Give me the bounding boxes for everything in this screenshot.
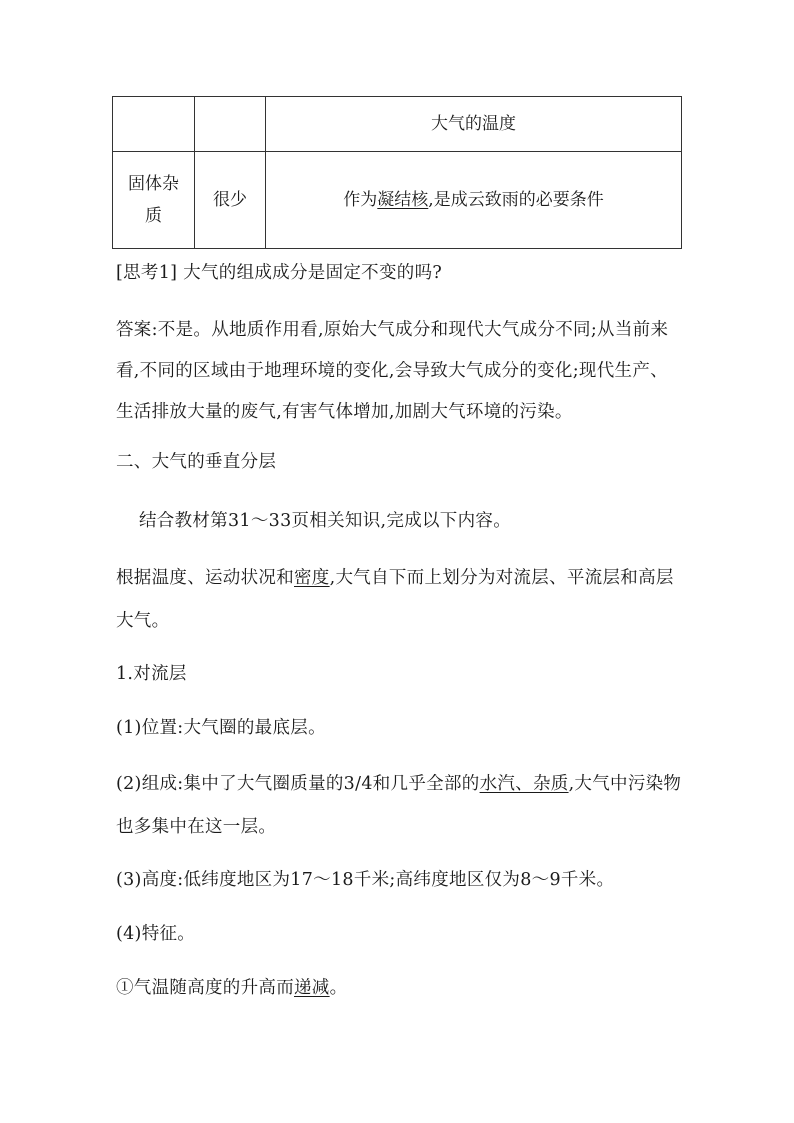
item-position: (1)位置:大气圈的最底层。: [116, 718, 326, 738]
think-text: 大气的组成成分是固定不变的吗?: [183, 263, 443, 283]
table-cell-amount: 很少: [195, 152, 266, 249]
feature-post: 。: [329, 978, 348, 998]
component-line-1: 固体杂: [128, 174, 179, 194]
composition-post: ,大气中污染物也多集中在这一层。: [116, 774, 682, 837]
table-cell-role: [266, 152, 682, 249]
guide-paragraph: 结合教材第31～33页相关知识,完成以下内容。: [139, 511, 511, 531]
layers-underlined: 密度: [294, 568, 330, 588]
table-cell: 大气的温度: [266, 97, 682, 152]
think-question: [116, 255, 682, 291]
feature-1: [116, 970, 682, 1006]
table-row: [113, 152, 682, 249]
table-cell-component: [113, 152, 195, 249]
layers-post: ,大气自下而上划分为对流层、平流层和高层大气。: [116, 568, 674, 631]
composition-pre: (2)组成:集中了大气圈质量的3/4和几乎全部的: [116, 774, 480, 794]
item-height: (3)高度:低纬度地区为17～18千米;高纬度地区仅为8～9千米。: [116, 870, 615, 890]
composition-underlined: 水汽、杂质: [479, 774, 569, 794]
role-pre: 作为: [343, 190, 378, 210]
table-row: [113, 97, 682, 152]
think-label: [思考1]: [116, 263, 178, 283]
role-underlined: 凝结核: [377, 190, 429, 210]
subsection-heading: 1.对流层: [116, 664, 187, 684]
role-post: ,是成云致雨的必要条件: [428, 190, 604, 210]
item-composition: [116, 763, 682, 849]
component-line-2: 质: [145, 206, 162, 226]
table-cell: [195, 97, 266, 152]
table-cell: [113, 97, 195, 152]
item-features: (4)特征。: [116, 924, 196, 944]
layers-paragraph: [116, 557, 682, 643]
feature-pre: ①气温随高度的升高而: [116, 978, 294, 998]
layers-pre: 根据温度、运动状况和: [116, 568, 294, 588]
feature-underlined: 递减: [294, 978, 330, 998]
answer-paragraph: 答案:不是。从地质作用看,原始大气成分和现代大气成分不同;从当前来看,不同的区域由于地理环境的变化,会导致大气成分的变化;现代生产、生活排放大量的废气,有害气体增加,加剧大气环境的污染。: [116, 320, 669, 422]
composition-table: [112, 96, 682, 249]
section-heading: 二、大气的垂直分层: [116, 452, 277, 472]
